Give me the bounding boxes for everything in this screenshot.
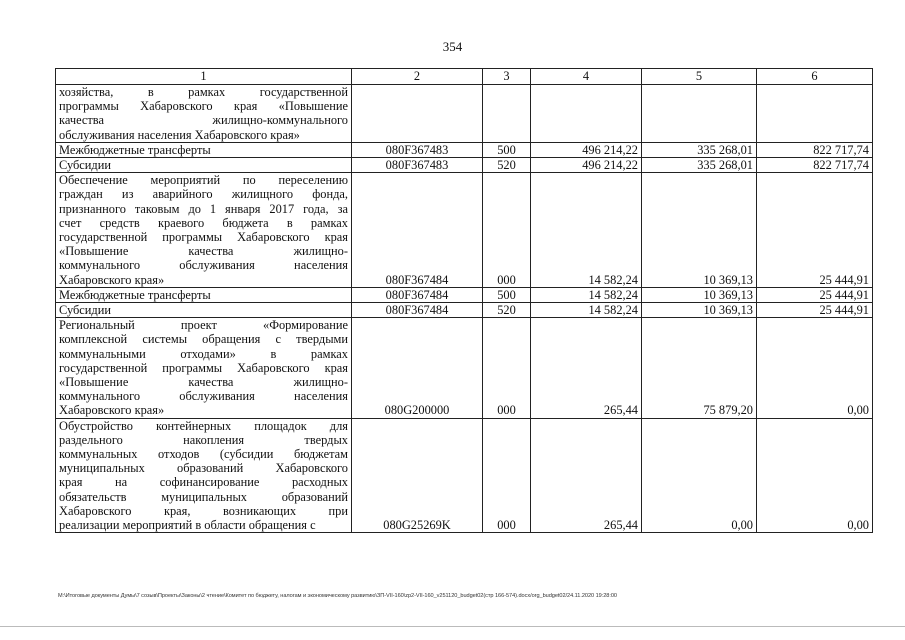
row-value-2: 75 879,20 — [642, 318, 757, 418]
row-value-3: 25 444,91 — [757, 173, 873, 288]
row-type-code: 520 — [483, 303, 531, 318]
row-type-code: 000 — [483, 173, 531, 288]
description-line: качества жилищно-коммунального — [59, 113, 348, 128]
row-value-3: 25 444,91 — [757, 287, 873, 302]
row-value-1: 496 214,22 — [531, 158, 642, 173]
row-value-1: 14 582,24 — [531, 287, 642, 302]
scan-edge-line — [0, 626, 905, 627]
row-value-2: 335 268,01 — [642, 142, 757, 157]
description-line: реализации мероприятий в области обращения с — [59, 518, 316, 533]
row-value-1: 265,44 — [531, 418, 642, 533]
header-col-4: 4 — [531, 69, 642, 85]
row-type-code: 000 — [483, 418, 531, 533]
description-line: Межбюджетные трансферты — [59, 287, 211, 302]
row-value-3: 0,00 — [757, 318, 873, 418]
header-col-1: 1 — [56, 69, 352, 85]
table-row — [56, 142, 873, 157]
row-description — [56, 85, 352, 143]
row-code: 080G200000 — [352, 318, 483, 418]
row-code: 080F367484 — [352, 287, 483, 302]
row-value-2 — [642, 85, 757, 143]
row-type-code: 500 — [483, 287, 531, 302]
row-value-1 — [531, 85, 642, 143]
row-code: 080F367483 — [352, 158, 483, 173]
description-line: коммунального обслуживания населения — [59, 258, 348, 273]
description-line: Межбюджетные трансферты — [59, 142, 211, 157]
budget-table — [55, 68, 873, 533]
row-value-3 — [757, 85, 873, 143]
description-line: «Повышение качества жилищно- — [59, 244, 348, 259]
row-type-code: 500 — [483, 142, 531, 157]
description-line: признанного таковым до 1 января 2017 года, за — [59, 201, 348, 216]
description-line: обязательств муниципальных образований — [59, 489, 348, 504]
description-line: счет средств краевого бюджета в рамках — [59, 215, 348, 230]
header-col-5: 5 — [642, 69, 757, 85]
header-col-2: 2 — [352, 69, 483, 85]
row-code: 080F367484 — [352, 303, 483, 318]
row-value-2: 10 369,13 — [642, 173, 757, 288]
row-type-code — [483, 85, 531, 143]
row-type-code: 520 — [483, 158, 531, 173]
row-description — [56, 158, 352, 173]
row-description — [56, 173, 352, 288]
table-header-row — [56, 69, 873, 85]
row-description — [56, 418, 352, 533]
description-line: Хабаровского края, возникающих при — [59, 503, 348, 518]
row-value-2: 10 369,13 — [642, 287, 757, 302]
description-line: граждан из аварийного жилищного фонда, — [59, 187, 348, 202]
document-path-footer: M:\Итоговые документы Думы\7 созыв\Проекты\Законы\2 чтение\Комитет по бюджету, налогам и экономическому развитию\ЗП-VII-160\zp2-VII-160_v251120_budget02(стр 166-574).docx/org_budget02/24.11.2020 19:28:00 — [58, 593, 617, 599]
row-value-3: 822 717,74 — [757, 142, 873, 157]
row-type-code: 000 — [483, 318, 531, 418]
table-row — [56, 318, 873, 418]
description-line: Субсидии — [59, 158, 111, 173]
table-row — [56, 173, 873, 288]
description-line: государственной программы Хабаровского края — [59, 230, 348, 245]
table-row — [56, 303, 873, 318]
row-value-1: 496 214,22 — [531, 142, 642, 157]
row-description — [56, 142, 352, 157]
table-row — [56, 418, 873, 533]
row-value-1: 14 582,24 — [531, 303, 642, 318]
row-value-2: 0,00 — [642, 418, 757, 533]
description-line: края на софинансирование расходных — [59, 475, 348, 490]
table-row — [56, 85, 873, 143]
description-line: обслуживания населения Хабаровского края» — [59, 127, 300, 142]
row-value-3: 0,00 — [757, 418, 873, 533]
description-line: комплексной системы обращения с твердыми — [59, 332, 348, 347]
table-row — [56, 287, 873, 302]
header-col-6: 6 — [757, 69, 873, 85]
row-code — [352, 85, 483, 143]
description-line: государственной программы Хабаровского края — [59, 360, 348, 375]
table-row — [56, 158, 873, 173]
row-value-1: 14 582,24 — [531, 173, 642, 288]
row-description — [56, 287, 352, 302]
description-line: «Повышение качества жилищно- — [59, 375, 348, 390]
header-col-3: 3 — [483, 69, 531, 85]
description-line: Обеспечение мероприятий по переселению — [59, 173, 348, 188]
row-value-2: 335 268,01 — [642, 158, 757, 173]
description-line: Обустройство контейнерных площадок для — [59, 418, 348, 433]
description-line: раздельного накопления твердых — [59, 432, 348, 447]
row-value-3: 822 717,74 — [757, 158, 873, 173]
row-description — [56, 303, 352, 318]
description-line: коммунальных отходов (субсидии бюджетам — [59, 447, 348, 462]
description-line: коммунальными отходами» в рамках — [59, 346, 348, 361]
row-code: 080G25269K — [352, 418, 483, 533]
description-line: программы Хабаровского края «Повышение — [59, 99, 348, 114]
row-value-1: 265,44 — [531, 318, 642, 418]
description-line: Региональный проект «Формирование — [59, 318, 348, 333]
description-line: коммунального обслуживания населения — [59, 389, 348, 404]
row-code: 080F367483 — [352, 142, 483, 157]
row-description — [56, 318, 352, 418]
row-value-2: 10 369,13 — [642, 303, 757, 318]
page-number: 354 — [442, 39, 463, 54]
description-line: муниципальных образований Хабаровского — [59, 461, 348, 476]
row-code: 080F367484 — [352, 173, 483, 288]
description-line: Хабаровского края» — [59, 403, 165, 418]
row-value-3: 25 444,91 — [757, 303, 873, 318]
description-line: хозяйства, в рамках государственной — [59, 85, 348, 99]
description-line: Субсидии — [59, 303, 111, 318]
description-line: Хабаровского края» — [59, 272, 165, 287]
